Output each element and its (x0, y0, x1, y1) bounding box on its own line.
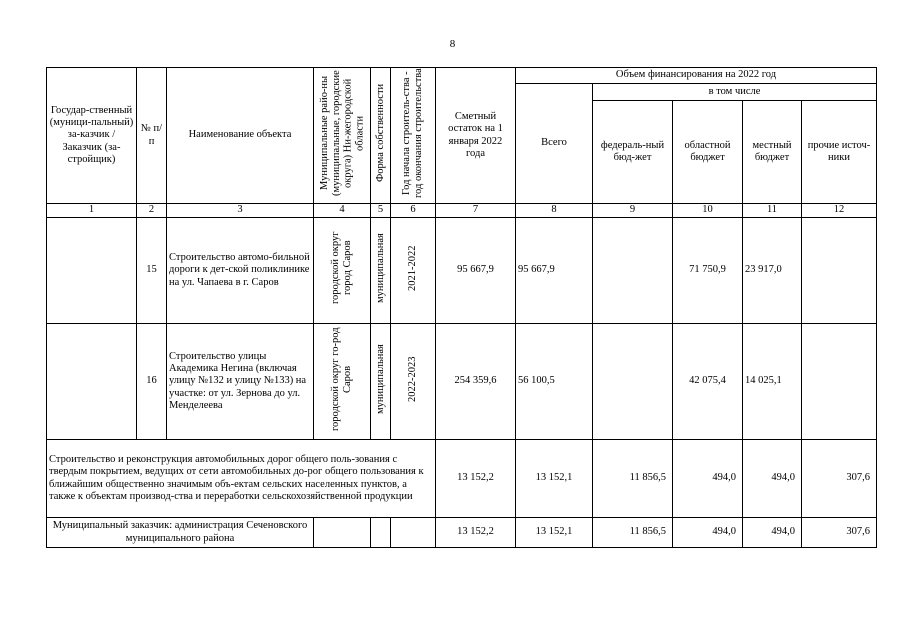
header-other: прочие источ-ники (802, 101, 877, 204)
section-other: 307,6 (802, 440, 877, 518)
customer-years (391, 518, 436, 548)
row-federal (593, 218, 673, 324)
row-num: 15 (137, 218, 167, 324)
row-regional: 42 075,4 (673, 324, 743, 440)
table-row (47, 218, 877, 324)
header-years: Год начала строитель-ства - год окончания строительства (391, 68, 436, 204)
header-customer: Государ-ственный (муници-пальный) за-казчик / Заказчик (за-стройщик) (47, 68, 137, 204)
section-row (47, 440, 877, 518)
col-number: 3 (167, 204, 314, 218)
row-object-name: Строительство автомо-бильной дороги к дет-ской поликлинике на ул. Чапаева в г. Саров (167, 218, 314, 324)
section-local: 494,0 (743, 440, 802, 518)
customer-total: 13 152,1 (516, 518, 593, 548)
row-regional: 71 750,9 (673, 218, 743, 324)
customer-federal: 11 856,5 (593, 518, 673, 548)
header-object-name: Наименование объекта (167, 68, 314, 204)
header-estimate: Сметный остаток на 1 января 2022 года (436, 68, 516, 204)
col-number: 11 (743, 204, 802, 218)
section-total: 13 152,1 (516, 440, 593, 518)
row-other (802, 218, 877, 324)
financing-table (46, 67, 877, 548)
row-federal (593, 324, 673, 440)
header-financing: Объем финансирования на 2022 год (516, 68, 877, 84)
col-number: 8 (516, 204, 593, 218)
customer-district (314, 518, 371, 548)
header-ownership: Форма собственности (371, 68, 391, 204)
row-ownership: муниципальная (371, 218, 391, 324)
section-title: Строительство и реконструкция автомобильных дорог общего поль-зования с твердым покрытием, ведущих от сети автомобильных до-рог общего пользования к ближайшим общественно значимым объ-ектам сельских населенных пунктов, а также к объектам производ-ства и переработки сельскохозяйственной продукции (47, 440, 436, 518)
col-number: 7 (436, 204, 516, 218)
customer-regional: 494,0 (673, 518, 743, 548)
section-regional: 494,0 (673, 440, 743, 518)
header-district: Муниципальные райо-ны (муниципальные, городские округа) Ни-жегородской области (314, 68, 371, 204)
customer-other: 307,6 (802, 518, 877, 548)
header-federal: федераль-ный бюд-жет (593, 101, 673, 204)
section-estimate: 13 152,2 (436, 440, 516, 518)
customer-title: Муниципальный заказчик: администрация Сеченовского муниципального района (47, 518, 314, 548)
column-number-row (47, 204, 877, 218)
col-number: 12 (802, 204, 877, 218)
row-estimate: 95 667,9 (436, 218, 516, 324)
table-row (47, 324, 877, 440)
section-federal: 11 856,5 (593, 440, 673, 518)
customer-row (47, 518, 877, 548)
header-local: местный бюджет (743, 101, 802, 204)
col-number: 6 (391, 204, 436, 218)
header-including: в том числе (593, 84, 877, 101)
customer-estimate: 13 152,2 (436, 518, 516, 548)
row-district: городской округ город Саров (314, 218, 371, 324)
header-regional: областной бюджет (673, 101, 743, 204)
col-number: 9 (593, 204, 673, 218)
row-local: 23 917,0 (743, 218, 802, 324)
col-number: 1 (47, 204, 137, 218)
row-years: 2022-2023 (391, 324, 436, 440)
row-num: 16 (137, 324, 167, 440)
col-number: 4 (314, 204, 371, 218)
row-customer (47, 218, 137, 324)
col-number: 10 (673, 204, 743, 218)
row-local: 14 025,1 (743, 324, 802, 440)
page-number: 8 (449, 38, 456, 50)
customer-ownership (371, 518, 391, 548)
header-num: № п/п (137, 68, 167, 204)
row-object-name: Строительство улицы Академика Негина (включая улицу №132 и улицу №133) на участке: от ул. Зернова до ул. Менделеева (167, 324, 314, 440)
header-total: Всего (516, 84, 593, 204)
row-other (802, 324, 877, 440)
col-number: 2 (137, 204, 167, 218)
row-ownership: муниципальная (371, 324, 391, 440)
row-total: 56 100,5 (516, 324, 593, 440)
col-number: 5 (371, 204, 391, 218)
row-district: городской округ го-род Саров (314, 324, 371, 440)
row-customer (47, 324, 137, 440)
row-total: 95 667,9 (516, 218, 593, 324)
row-years: 2021-2022 (391, 218, 436, 324)
customer-local: 494,0 (743, 518, 802, 548)
row-estimate: 254 359,6 (436, 324, 516, 440)
